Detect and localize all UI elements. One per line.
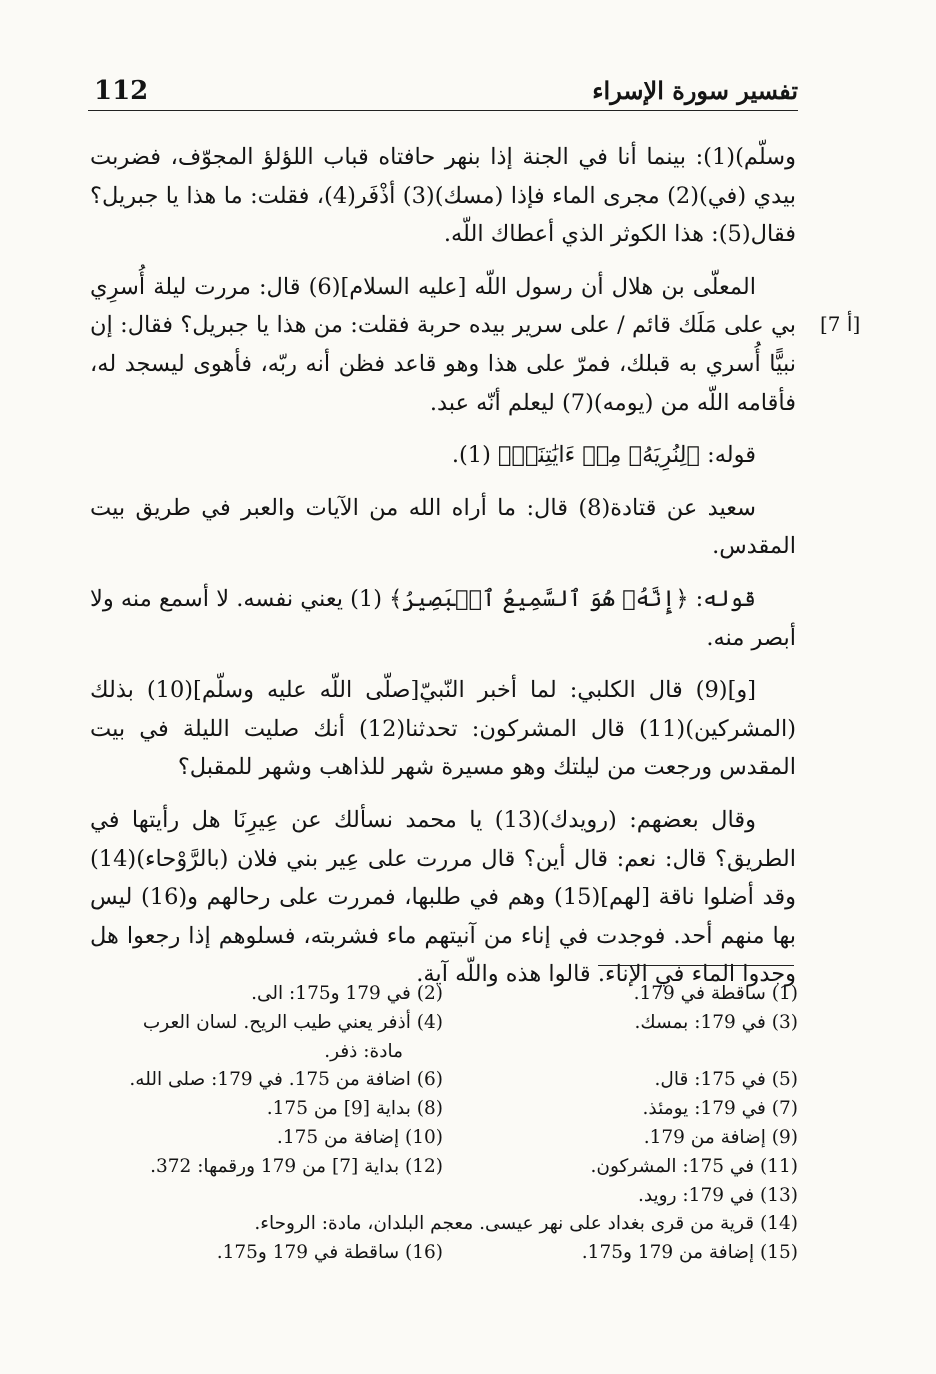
footnote: (12) بداية [7] من 179 ورقمها: 372.: [150, 1155, 443, 1177]
footnote: (10) إضافة من 175.: [276, 1126, 443, 1148]
paragraph: المعلّى بن هلال أن رسول اللّه [عليه السلام](6) قال: مررت ليلة أُسرِي بي على مَلَك قائم / على سرير بيده حربة فقلت: من هذا يا جبريل؟ فقال: إن نبيًّا أُسري به قبلك، فمرّ على هذا وهو قاعد فظن أنه ربّه، فأهوى ليسجد له، فأقامه اللّه من (يومه)(7) ليعلم أنّه عبد.: [90, 273, 796, 416]
footnote-row: [88, 1038, 798, 1067]
paragraph: قوله: ﴿لِنُرِيَهُۥ مِنۡ ءَايَٰتِنَآۚ﴾ (1).: [451, 442, 756, 469]
footnote: (11) في 175: المشركون.: [590, 1155, 798, 1177]
footnote-row: [88, 1066, 798, 1095]
footnote-wide: (14) قرية من قرى بغداد على نهر عيسى. معجم البلدان، مادة: الروحاء.: [254, 1213, 798, 1235]
footnote: [88, 1182, 443, 1211]
footnote: (2) في 179 و175: الى.: [251, 983, 443, 1004]
footnote-continuation: مادة: ذفر.: [324, 1040, 403, 1062]
footnote-row: [88, 1095, 798, 1124]
footnote-row: [88, 1124, 798, 1153]
footnote: (5) في 175: قال.: [654, 1069, 798, 1091]
running-title: تفسير سورة الإسراء: [592, 76, 798, 105]
footnotes: [88, 980, 798, 1268]
footnote-row: [88, 980, 798, 1009]
footnote-row: [88, 1009, 798, 1038]
main-text: [90, 138, 796, 1008]
footnote-row: [88, 1153, 798, 1182]
footnote: (16) ساقطة في 179 و175.: [216, 1242, 443, 1264]
paragraph: قوله: ﴿إِنَّهُۥ هُوَ ٱلسَّمِيعُ ٱلۡبَصِيرُ﴾ (1) يعني نفسه. لا أسمع منه ولا أبصر منه.: [90, 585, 796, 651]
footnote: (13) في 179: رويد.: [637, 1184, 798, 1206]
footnote: (7) في 179: يومئذ.: [642, 1098, 798, 1120]
footnote: (1) ساقطة في 179.: [633, 983, 798, 1004]
footnote: (8) بداية [9] من 175.: [266, 1098, 443, 1120]
footnote: (15) إضافة من 179 و175.: [581, 1242, 798, 1264]
footnote: (6) اضافة من 175. في 179: صلى الله.: [129, 1069, 443, 1091]
footnote-divider: [598, 965, 794, 966]
paragraph: سعيد عن قتادة(8) قال: ما أراه الله من الآيات والعبر في طريق بيت المقدس.: [90, 494, 796, 560]
page-number: 112: [94, 76, 149, 106]
page-header: [88, 70, 798, 111]
paragraph: [و](9) قال الكلبي: لما أخبر النّبيّ[صلّى اللّه عليه وسلّم](10) بذلك (المشركين)(11) قال المشركون: تحدثنا(12) أنك صليت الليلة في بيت المقدس ورجعت من ليلتك وهو مسيرة شهر للذاهب وشهر للمقبل؟: [90, 677, 796, 781]
footnote: [443, 1038, 798, 1067]
footnote-row: [88, 1239, 798, 1268]
footnote-row: [88, 1182, 798, 1211]
manuscript-folio-note: [7 أ]: [820, 312, 861, 336]
footnote: (4) أذفر يعني طيب الريح. لسان العرب: [142, 1011, 443, 1033]
footnote: (9) إضافة من 179.: [643, 1126, 798, 1148]
footnote: (3) في 179: بمسك.: [634, 1011, 798, 1033]
paragraph: وسلّم)(1): بينما أنا في الجنة إذا بنهر حافتاه قباب اللؤلؤ المجوّف، فضربت بيدي (في)(2) مجرى الماء فإذا (مسك)(3) أذْفَر(4)، فقلت: ما هذا يا جبريل؟ فقال(5): هذا الكوثر الذي أعطاك اللّه.: [90, 144, 797, 248]
paragraph: وقال بعضهم: (رويدك)(13) يا محمد نسألك عن عِيرِنَا هل رأيتها في الطريق؟ قال: نعم: قال أين؟ قال مررت على عِير بني فلان (بالرَّوْحاء)(14) وقد أضلوا ناقة [لهم](15) وهم في طلبها، فمررت على رحالهم و(16) ليس بها منهم أحد. فوجدت في إناء من آنيتهم ماء فشربته، فسلوهم إذا رجعوا هل وجدوا الماء في الإناء. قالوا هذه واللّه آية.: [90, 806, 796, 988]
